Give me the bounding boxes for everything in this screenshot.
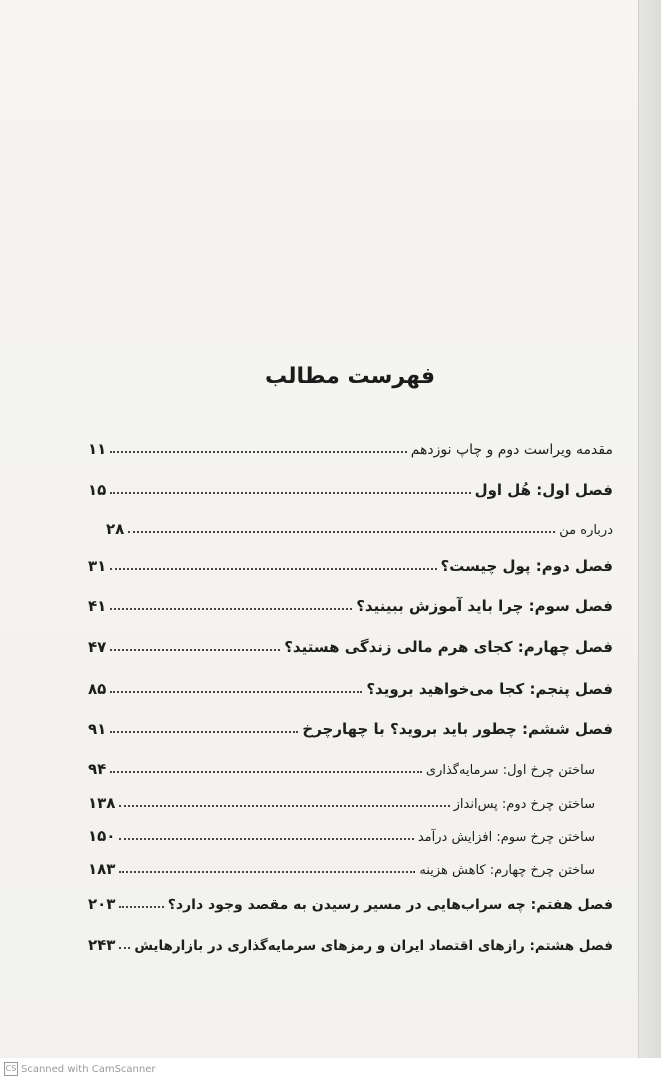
toc-entry xyxy=(88,632,613,656)
toc-page-number: ۲۴۳ xyxy=(88,936,116,954)
dot-leader xyxy=(110,451,406,453)
toc-entry-label: فصل ششم: چطور باید بروید؟ با چهارچرخ xyxy=(302,720,613,738)
toc-entry-label: ساختن چرخ سوم: افزایش درآمد xyxy=(417,830,595,845)
dot-leader xyxy=(110,731,298,733)
toc-page-number: ۸۵ xyxy=(88,680,107,698)
toc-page-number: ۹۱ xyxy=(88,720,107,738)
dot-leader xyxy=(119,947,130,949)
dot-leader xyxy=(110,568,436,570)
toc-entry xyxy=(88,854,595,878)
toc-entry-label: درباره من xyxy=(559,523,613,538)
dot-leader xyxy=(110,691,362,693)
toc-entry xyxy=(88,674,613,698)
dot-leader xyxy=(110,608,352,610)
dot-leader xyxy=(110,649,280,651)
toc-entry xyxy=(88,434,613,458)
dot-leader xyxy=(110,492,470,494)
toc-entry xyxy=(88,714,613,738)
dot-leader xyxy=(119,838,413,840)
dot-leader xyxy=(110,771,422,773)
page-edge xyxy=(638,0,661,1060)
toc-page-number: ۱۳۸ xyxy=(88,794,116,812)
page-title: فهرست مطالب xyxy=(264,364,436,389)
toc-entry xyxy=(88,821,595,845)
camscanner-icon: CS xyxy=(4,1062,18,1076)
scanner-watermark xyxy=(4,1062,156,1076)
toc-entry-label: فصل هشتم: رازهای اقتصاد ایران و رمزهای سرمایه‌گذاری در بازارهایش xyxy=(134,938,613,954)
toc-page-number: ۳۱ xyxy=(88,557,107,575)
dot-leader xyxy=(119,871,415,873)
toc-entry-label: فصل سوم: چرا باید آموزش ببینید؟ xyxy=(356,597,613,615)
toc-entry-label: فصل پنجم: کجا می‌خواهید بروید؟ xyxy=(366,680,613,698)
toc-page-number: ۴۱ xyxy=(88,597,107,615)
toc-entry-label: فصل دوم: پول چیست؟ xyxy=(440,557,613,575)
watermark-text: Scanned with CamScanner xyxy=(21,1063,156,1075)
toc-page-number: ۴۷ xyxy=(88,638,107,656)
toc-entry-label: فصل چهارم: کجای هرم مالی زندگی هستید؟ xyxy=(284,638,613,656)
dot-leader xyxy=(119,805,449,807)
toc-page-number: ۱۸۳ xyxy=(88,860,116,878)
toc-page-number: ۱۱ xyxy=(88,440,107,458)
toc-entry-label: ساختن چرخ اول: سرمایه‌گذاری xyxy=(425,763,595,778)
toc-page-number: ۹۴ xyxy=(88,760,107,778)
toc-entry xyxy=(88,551,613,575)
dot-leader xyxy=(128,531,555,533)
toc-entry-label: ساختن چرخ چهارم: کاهش هزینه xyxy=(419,863,595,878)
toc-page-number: ۲۸ xyxy=(106,520,125,538)
toc-entry xyxy=(88,930,613,954)
toc-page-number: ۱۵ xyxy=(88,481,107,499)
toc-entry-label: مقدمه ویراست دوم و چاپ نوزدهم xyxy=(410,442,613,458)
toc-entry xyxy=(106,514,613,538)
toc-entry xyxy=(88,754,595,778)
toc-entry xyxy=(88,475,613,499)
toc-entry-label: فصل اول: هُل اول xyxy=(474,481,613,499)
toc-entry-label: فصل هفتم: چه سراب‌هایی در مسیر رسیدن به مقصد وجود دارد؟ xyxy=(167,897,613,913)
dot-leader xyxy=(119,906,163,908)
toc-entry xyxy=(88,788,595,812)
toc-page-number: ۱۵۰ xyxy=(88,827,116,845)
toc-entry xyxy=(88,889,613,913)
toc-entry xyxy=(88,591,613,615)
toc-entry-label: ساختن چرخ دوم: پس‌انداز xyxy=(453,797,595,812)
toc-page-number: ۲۰۳ xyxy=(88,895,116,913)
